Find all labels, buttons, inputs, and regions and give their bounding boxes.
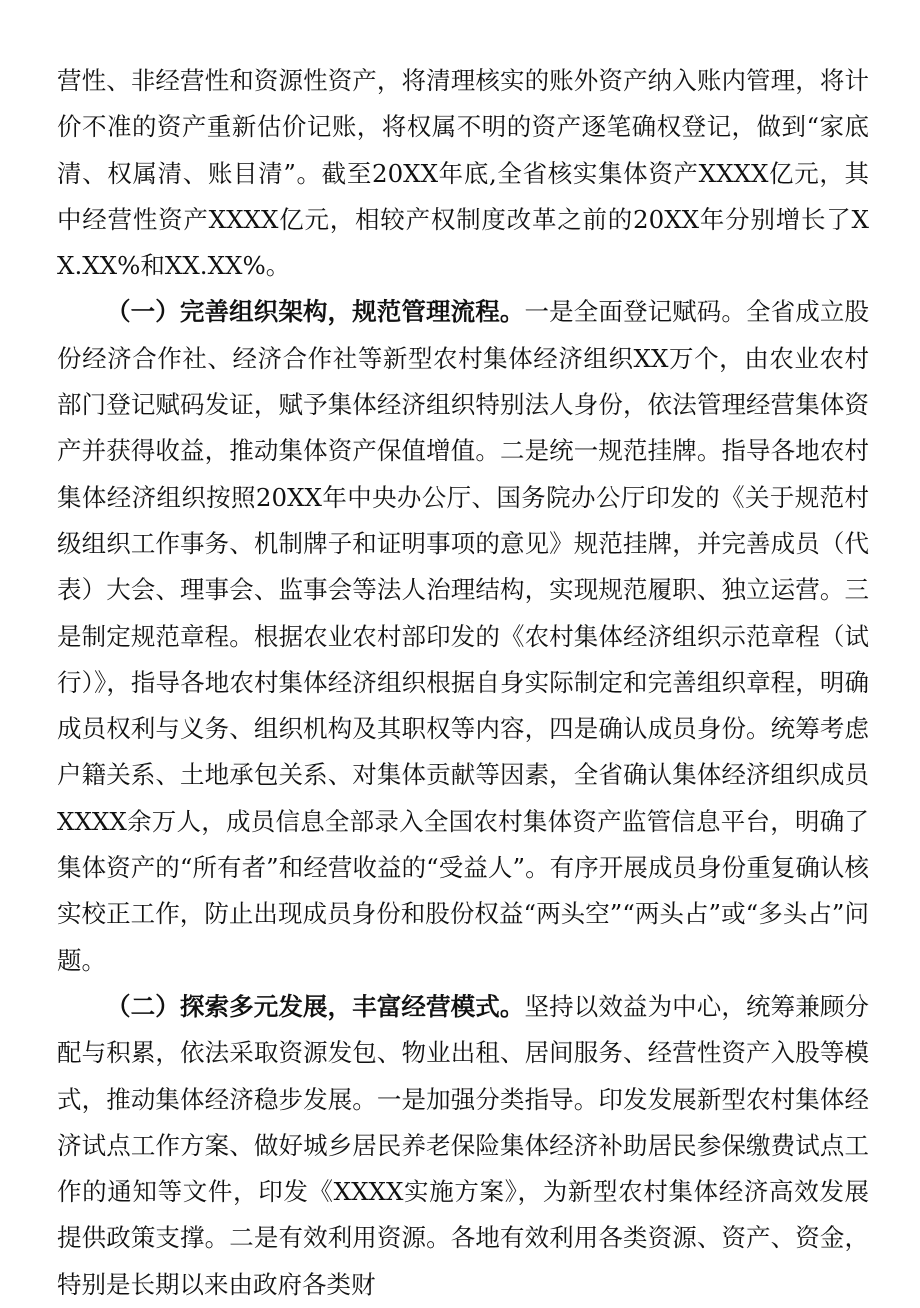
paragraph-1 (57, 58, 869, 289)
paragraph-2 (57, 289, 869, 983)
section-heading-1: （一）完善组织架构，规范管理流程。 (106, 297, 525, 327)
section-heading-2: （二）探索多元发展，丰富经营模式。 (106, 991, 525, 1021)
document-body (57, 58, 869, 1308)
paragraph-1-text: 营性、非经营性和资源性资产，将清理核实的账外资产纳入账内管理，将计价不准的资产重新估价记账，将权属不明的资产逐笔确权登记，做到“家底清、权属清、账目清”。截至20XX年底,全省核实集体资产XXXX亿元，其中经营性资产XXXX亿元，相较产权制度改革之前的20XX年分别增长了XX.XX%和XX.XX%。 (57, 66, 869, 281)
paragraph-3 (57, 984, 869, 1308)
paragraph-2-text: 一是全面登记赋码。全省成立股份经济合作社、经济合作社等新型农村集体经济组织XX万个，由农业农村部门登记赋码发证，赋予集体经济组织特别法人身份，依法管理经营集体资产并获得收益，推动集体资产保值增值。二是统一规范挂牌。指导各地农村集体经济组织按照20XX年中央办公厅、国务院办公厅印发的《关于规范村级组织工作事务、机制牌子和证明事项的意见》规范挂牌，并完善成员（代表）大会、理事会、监事会等法人治理结构，实现规范履职、独立运营。三是制定规范章程。根据农业农村部印发的《农村集体经济组织示范章程（试行）》，指导各地农村集体经济组织根据自身实际制定和完善组织章程，明确成员权利与义务、组织机构及其职权等内容，四是确认成员身份。统筹考虑户籍关系、土地承包关系、对集体贡献等因素，全省确认集体经济组织成员XXXX余万人，成员信息全部录入全国农村集体资产监管信息平台，明确了集体资产的“所有者”和经营收益的“受益人”。有序开展成员身份重复确认核实校正工作，防止出现成员身份和股份权益“两头空”“两头占”或“多头占”问题。 (57, 297, 869, 975)
paragraph-3-text: 坚持以效益为中心，统筹兼顾分配与积累，依法采取资源发包、物业出租、居间服务、经营性资产入股等模式，推动集体经济稳步发展。一是加强分类指导。印发发展新型农村集体经济试点工作方案、做好城乡居民养老保险集体经济补助居民参保缴费试点工作的通知等文件，印发《XXXX实施方案》，为新型农村集体经济高效发展提供政策支撑。二是有效利用资源。各地有效利用各类资源、资产、资金，特别是长期以来由政府各类财 (57, 991, 869, 1299)
